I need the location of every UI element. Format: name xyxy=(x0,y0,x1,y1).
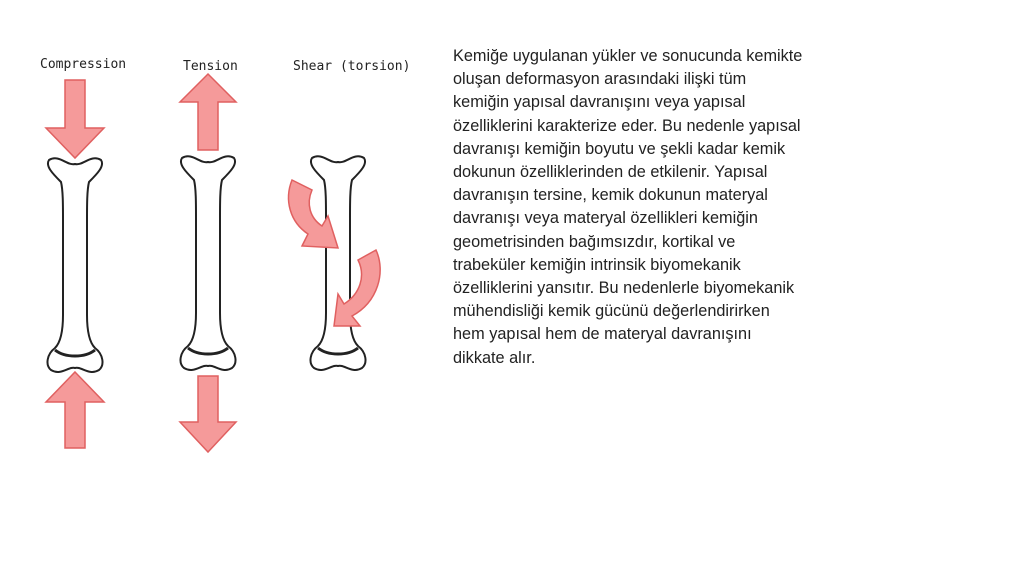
body-paragraph: Kemiğe uygulanan yükler ve sonucunda kemikte oluşan deformasyon arasındaki ilişki tüm kemiğin yapısal davranışını veya yapısal özelliklerini karakterize eder. Bu nedenle yapısal davranışı kemiğin boyutu ve şekli kadar kemik dokunun özelliklerinden de etkilenir. Yapısal davranışın tersine, kemik dokunun materyal davranışı veya materyal özellikleri kemiğin geometrisinden bağımsızdır, kortikal ve trabeküler kemiğin intrinsik biyomekanik özelliklerini yansıtır. Bu nedenlerle biyomekanik mühendisliği kemik gücünü değerlendirirken hem yapısal hem de materyal davranışını dikkate alır. xyxy=(453,47,803,367)
tension-top-arrow xyxy=(180,74,236,150)
shear-bone xyxy=(311,156,366,370)
label-compression: Compression xyxy=(40,57,127,72)
bone-loading-figure xyxy=(30,50,410,460)
tension-bottom-arrow xyxy=(180,376,236,452)
compression-bone xyxy=(48,158,103,372)
tension-bone xyxy=(181,156,236,370)
label-shear-torsion: Shear (torsion) xyxy=(293,59,410,74)
compression-bottom-arrow xyxy=(46,372,104,448)
compression-top-arrow xyxy=(46,80,104,158)
label-tension: Tension xyxy=(183,59,238,74)
